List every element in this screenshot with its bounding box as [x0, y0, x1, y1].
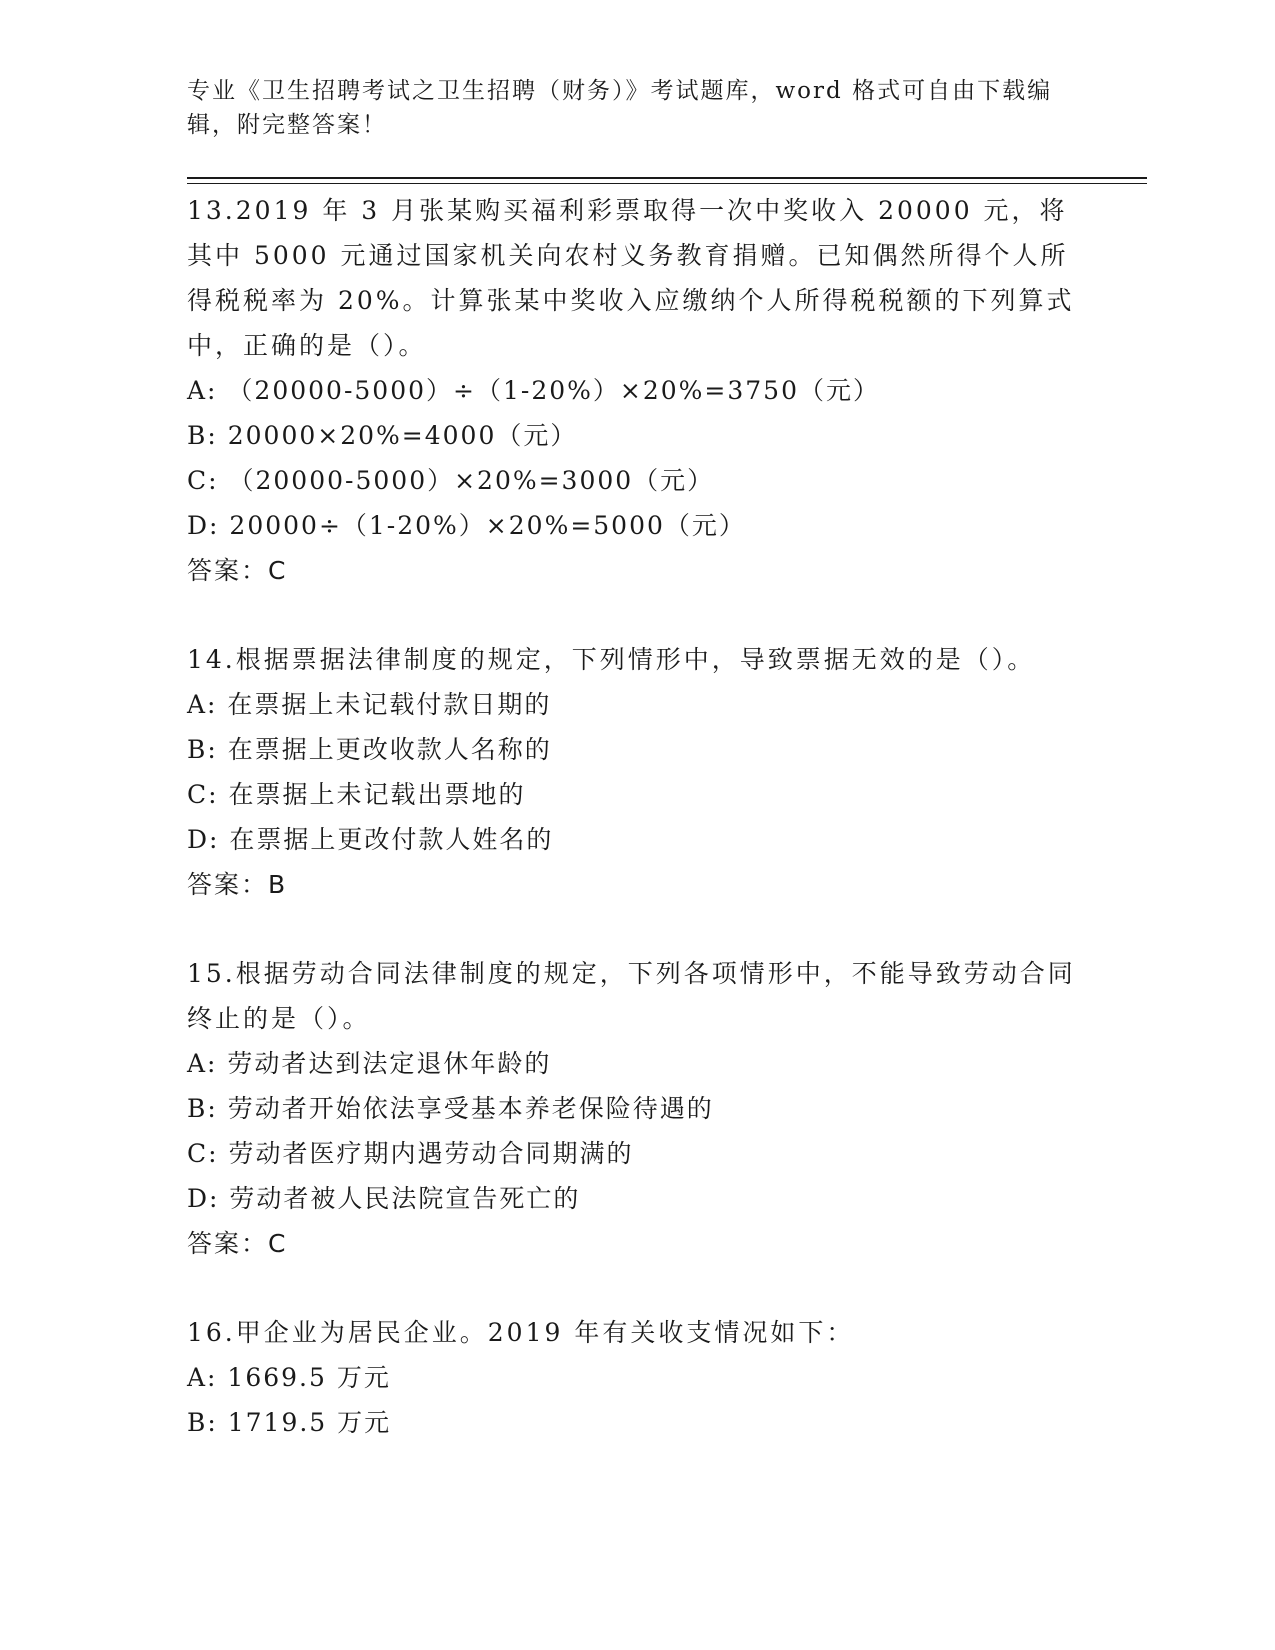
option-b: B: 1719.5 万元: [187, 1408, 392, 1437]
question-stem: 13.2019 年 3 月张某购买福利彩票取得一次中奖收入 20000 元，将其中 5000 元通过国家机关向农村义务教育捐赠。已知偶然所得个人所得税税率为 20%。计算张某中奖收入应缴纳个人所得税税额的下列算式中，正确的是（）。: [187, 196, 1075, 360]
option-a: A: 在票据上未记载付款日期的: [187, 690, 552, 719]
option-a: A: （20000-5000）÷（1-20%）×20%=3750（元）: [187, 376, 880, 405]
option-d: D: 20000÷（1-20%）×20%=5000（元）: [187, 511, 746, 540]
question-stem: 15.根据劳动合同法律制度的规定，下列各项情形中，不能导致劳动合同终止的是（）。: [187, 959, 1076, 1033]
option-d: D: 劳动者被人民法院宣告死亡的: [187, 1184, 581, 1213]
option-b: B: 20000×20%=4000（元）: [187, 421, 578, 450]
option-d: D: 在票据上更改付款人姓名的: [187, 825, 554, 854]
question-list: [187, 188, 1087, 1489]
header-divider-thin: [187, 183, 1147, 184]
option-b: B: 在票据上更改收款人名称的: [187, 735, 552, 764]
question-14: [187, 637, 1087, 907]
question-stem: 16.甲企业为居民企业。2019 年有关收支情况如下：: [187, 1318, 855, 1347]
document-header: 专业《卫生招聘考试之卫生招聘（财务）》考试题库，word 格式可自由下载编辑，附完整答案！: [187, 78, 1053, 138]
option-c: C: （20000-5000）×20%=3000（元）: [187, 466, 715, 495]
question-stem: 14.根据票据法律制度的规定，下列情形中，导致票据无效的是（）。: [187, 645, 1036, 674]
option-a: A: 1669.5 万元: [187, 1363, 391, 1392]
question-13: [187, 188, 1087, 593]
option-c: C: 在票据上未记载出票地的: [187, 780, 526, 809]
answer-line: 答案：C: [187, 1229, 288, 1258]
header-divider-thick: [187, 177, 1147, 179]
question-16: [187, 1310, 1087, 1445]
question-15: [187, 951, 1087, 1266]
answer-line: 答案：B: [187, 870, 288, 899]
option-b: B: 劳动者开始依法享受基本养老保险待遇的: [187, 1094, 714, 1123]
answer-line: 答案：C: [187, 556, 288, 585]
option-a: A: 劳动者达到法定退休年龄的: [187, 1049, 552, 1078]
option-c: C: 劳动者医疗期内遇劳动合同期满的: [187, 1139, 634, 1168]
